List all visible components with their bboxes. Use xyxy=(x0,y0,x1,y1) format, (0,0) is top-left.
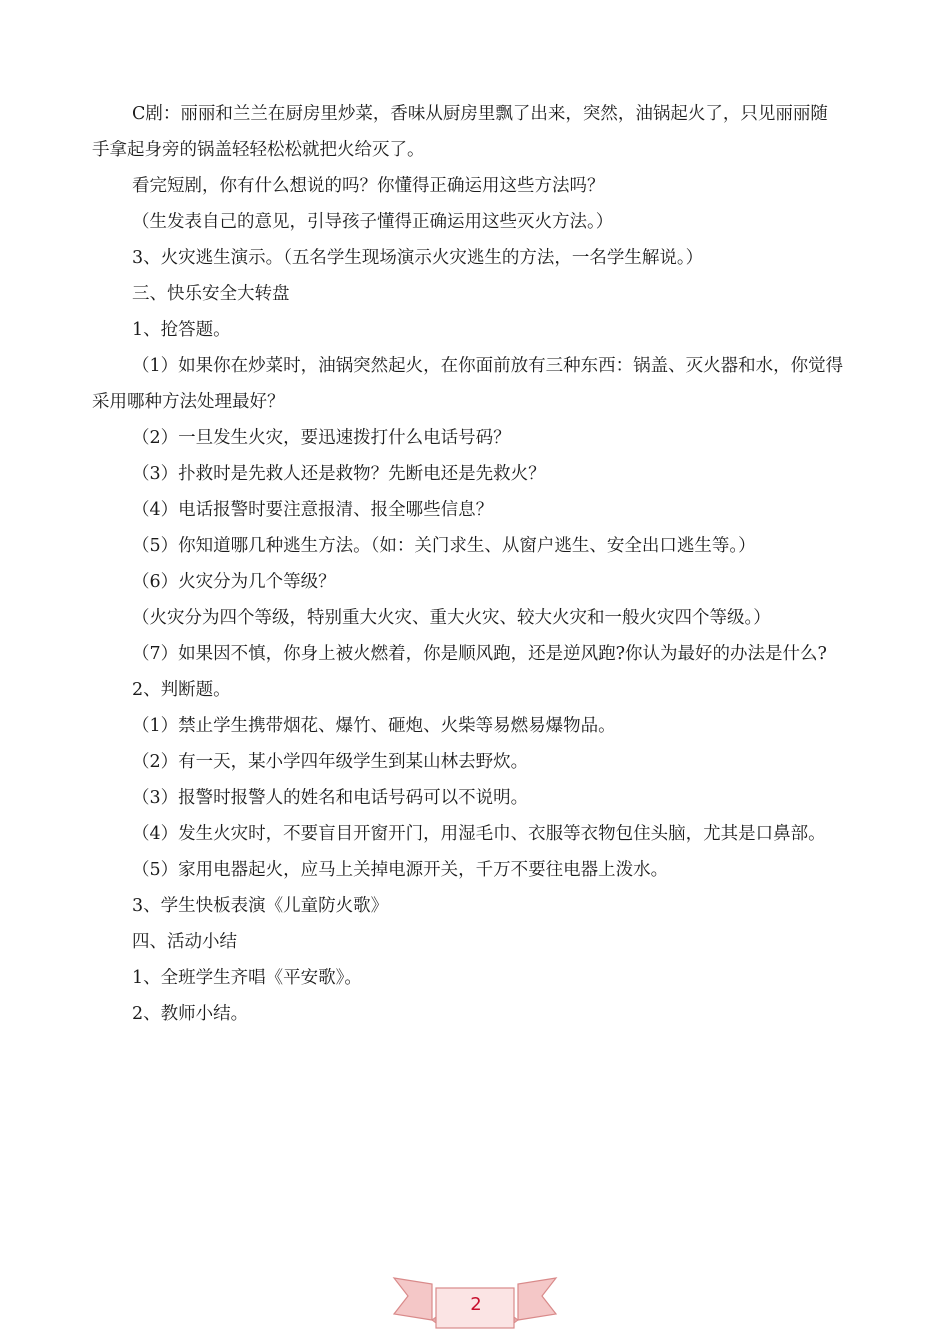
text-line: （5）家用电器起火，应马上关掉电源开关，千万不要往电器上泼水。 xyxy=(132,860,669,880)
page-number: 2 xyxy=(470,1294,482,1315)
text-line: （3）报警时报警人的姓名和电话号码可以不说明。 xyxy=(132,788,529,808)
text-line: 三、快乐安全大转盘 xyxy=(132,284,290,304)
text-line: 1、全班学生齐唱《平安歌》。 xyxy=(132,968,362,988)
text-line: （1）如果你在炒菜时，油锅突然起火，在你面前放有三种东西：锅盖、灭火器和水，你觉得 xyxy=(132,356,844,376)
text-line: 采用哪种方法处理最好？ xyxy=(92,392,285,412)
text-line: （3）扑救时是先救人还是救物？先断电还是先救火？ xyxy=(132,464,546,484)
text-line: （6）火灾分为几个等级？ xyxy=(132,572,336,592)
text-line: 手拿起身旁的锅盖轻轻松松就把火给灭了。 xyxy=(92,140,425,160)
document-body xyxy=(92,96,872,1032)
text-line: （4）电话报警时要注意报清、报全哪些信息？ xyxy=(132,500,494,520)
text-line: （1）禁止学生携带烟花、爆竹、砸炮、火柴等易燃易爆物品。 xyxy=(132,716,616,736)
text-line: （火灾分为四个等级，特别重大火灾、重大火灾、较大火灾和一般火灾四个等级。） xyxy=(132,608,771,628)
text-line: （4）发生火灾时，不要盲目开窗开门，用湿毛巾、衣服等衣物包住头脑，尤其是口鼻部。 xyxy=(132,824,826,844)
text-line: （2）有一天，某小学四年级学生到某山林去野炊。 xyxy=(132,752,529,772)
text-line: （2）一旦发生火灾，要迅速拨打什么电话号码？ xyxy=(132,428,511,448)
text-line: 3、学生快板表演《儿童防火歌》 xyxy=(132,896,389,916)
text-line: C剧：丽丽和兰兰在厨房里炒菜，香味从厨房里飘了出来，突然，油锅起火了，只见丽丽随 xyxy=(132,104,828,124)
text-line: 看完短剧，你有什么想说的吗？你懂得正确运用这些方法吗？ xyxy=(132,176,605,196)
text-line: （7）如果因不慎，你身上被火燃着，你是顺风跑，还是逆风跑?你认为最好的办法是什么? xyxy=(132,644,827,664)
text-line: 四、活动小结 xyxy=(132,932,237,952)
text-line: 3、火灾逃生演示。（五名学生现场演示火灾逃生的方法，一名学生解说。） xyxy=(132,248,704,268)
text-line: 1、抢答题。 xyxy=(132,320,231,340)
text-line: （生发表自己的意见，引导孩子懂得正确运用这些灭火方法。） xyxy=(132,212,614,232)
text-line: 2、判断题。 xyxy=(132,680,231,700)
text-line: 2、教师小结。 xyxy=(132,1004,249,1024)
text-line: （5）你知道哪几种逃生方法。（如：关门求生、从窗户逃生、安全出口逃生等。） xyxy=(132,536,756,556)
